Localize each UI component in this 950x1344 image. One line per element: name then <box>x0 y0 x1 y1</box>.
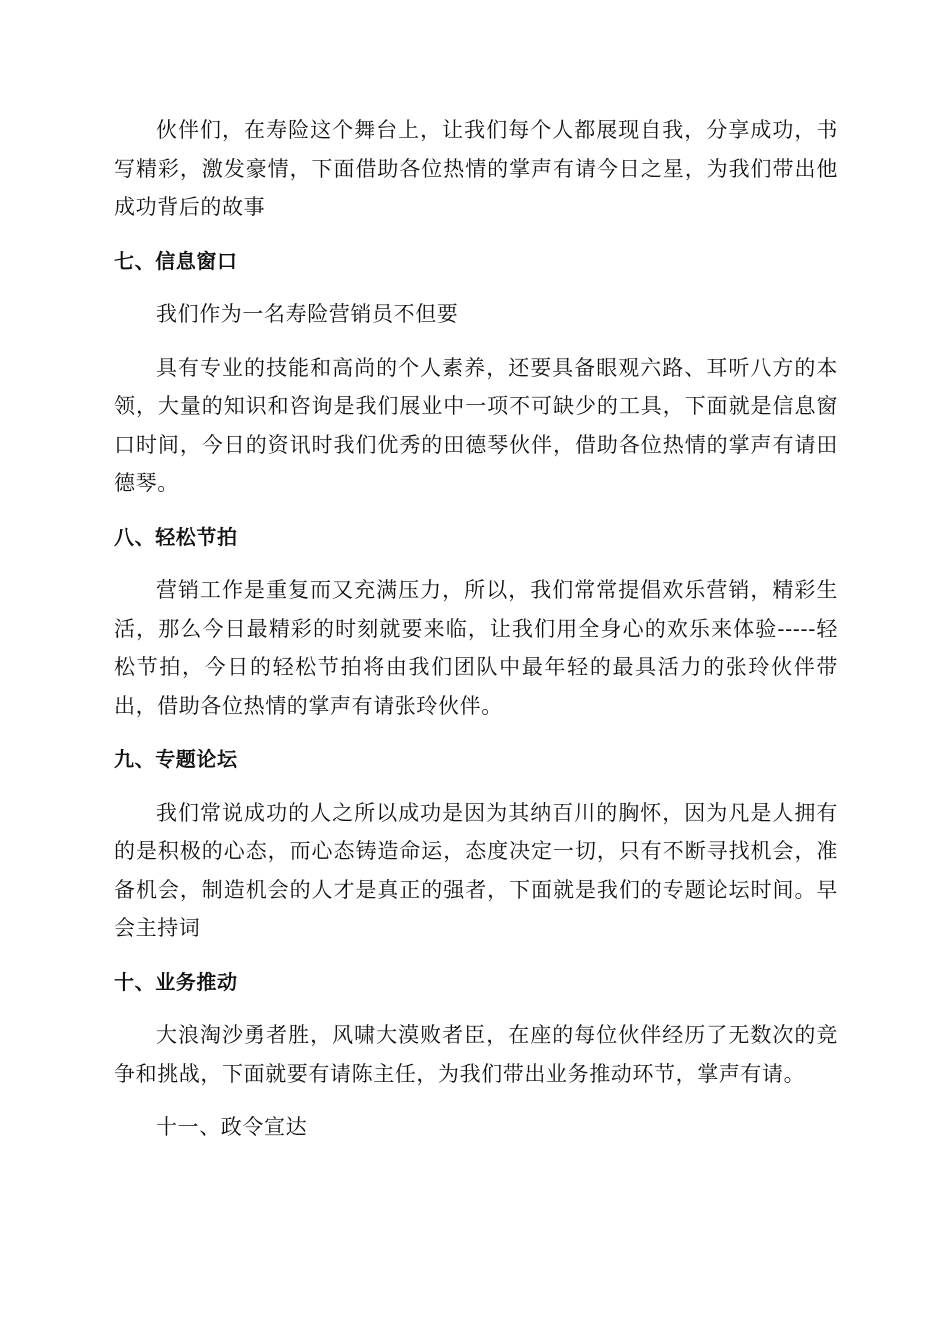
paragraph-topic-forum: 我们常说成功的人之所以成功是因为其纳百川的胸怀，因为凡是人拥有的是积极的心态，而心态铸造命运，态度决定一切，只有不断寻找机会，准备机会，制造机会的人才是真正的强者，下面就是我们的专题论坛时间。早会主持词 <box>114 800 838 940</box>
heading-business-push: 十、业务推动 <box>114 969 238 994</box>
heading-relaxed-beat: 八、轻松节拍 <box>114 524 238 549</box>
paragraph-today-star: 伙伴们，在寿险这个舞台上，让我们每个人都展现自我，分享成功，书写精彩，激发豪情，下面借助各位热情的掌声有请今日之星，为我们带出他成功背后的故事 <box>114 118 838 219</box>
paragraph-policy-announcement: 十一、政令宣达 <box>156 1115 308 1139</box>
paragraph-info-intro: 我们作为一名寿险营销员不但要 <box>156 302 459 326</box>
heading-topic-forum: 九、专题论坛 <box>114 747 238 771</box>
heading-info-window: 七、信息窗口 <box>114 248 238 273</box>
paragraph-info-body: 具有专业的技能和高尚的个人素养，还要具备眼观六路、耳听八方的本领，大量的知识和咨询是我们展业中一项不可缺少的工具，下面就是信息窗口时间，今日的资讯时我们优秀的田德琴伙伴，借助各位热情的掌声有请田德琴。 <box>114 355 838 495</box>
document-page <box>114 111 838 1147</box>
paragraph-business-push: 大浪淘沙勇者胜，风啸大漠败者臣，在座的每位伙伴经历了无数次的竞争和挑战，下面就要有请陈主任，为我们带出业务推动环节，掌声有请。 <box>114 1023 838 1086</box>
paragraph-relaxed-beat: 营销工作是重复而又充满压力，所以，我们常常提倡欢乐营销，精彩生活，那么今日最精彩的时刻就要来临，让我们用全身心的欢乐来体验-----轻松节拍，今日的轻松节拍将由我们团队中最年轻的最具活力的张玲伙伴带出，借助各位热情的掌声有请张玲伙伴。 <box>114 578 838 718</box>
